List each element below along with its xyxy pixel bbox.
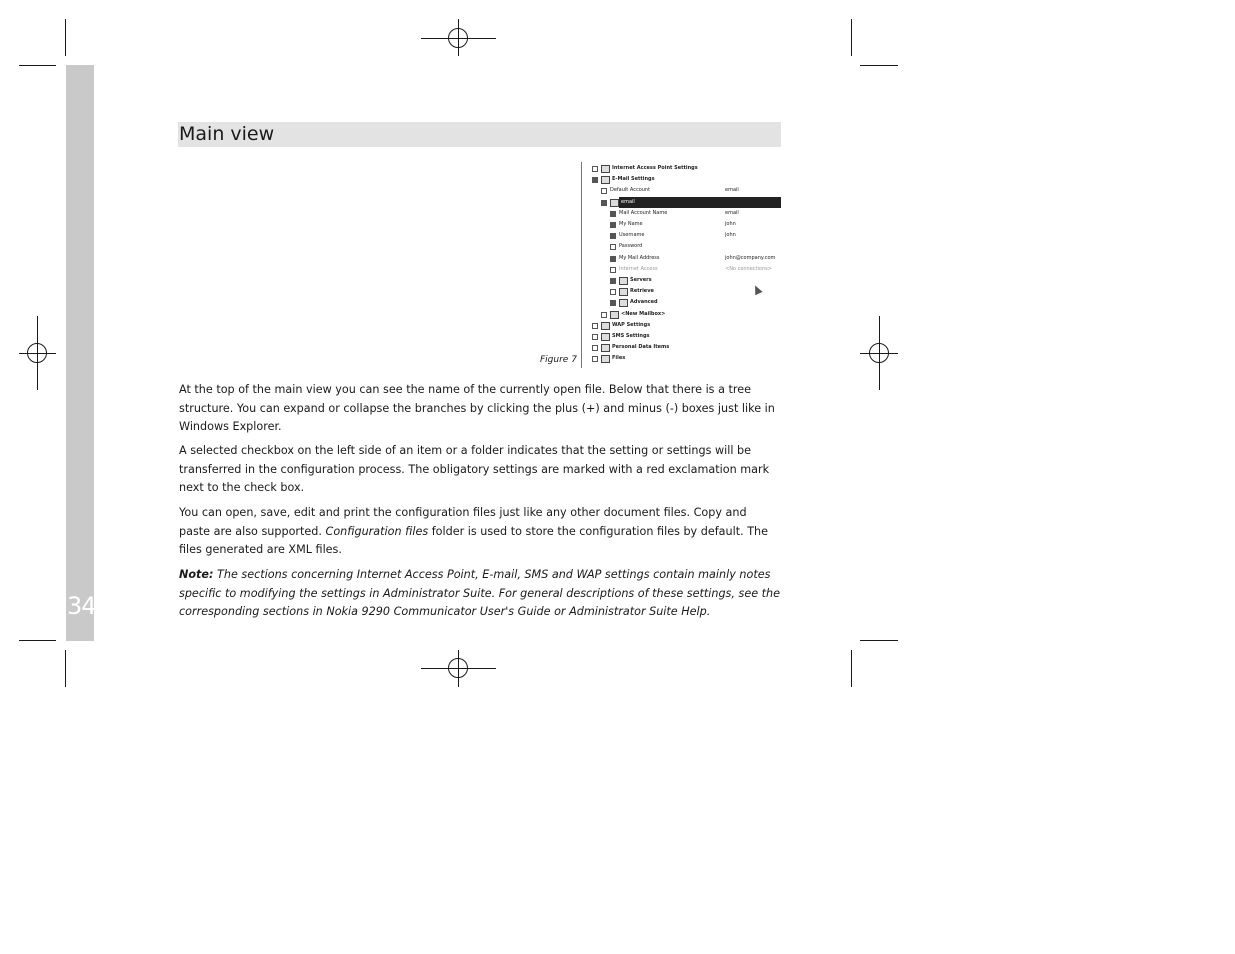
tree-row[interactable] [581, 197, 781, 208]
crop-mark-br-v [851, 650, 852, 687]
tree-item-label: Personal Data Items [612, 344, 670, 351]
tree-row[interactable] [581, 297, 781, 308]
note-label: Note: [179, 568, 214, 581]
folder-icon [610, 199, 619, 207]
tree-row[interactable] [581, 353, 781, 364]
folder-icon [619, 288, 628, 296]
tree-checkbox[interactable] [610, 267, 616, 273]
tree-item-label: Default Account [610, 187, 651, 194]
tree-row[interactable] [581, 163, 781, 174]
tree-item-label: SMS Settings [612, 333, 650, 339]
tree-checkbox[interactable] [601, 200, 607, 206]
folder-icon [601, 322, 610, 330]
tree-row[interactable] [581, 174, 781, 185]
crop-mark-bl-v [65, 650, 66, 687]
note-text: The sections concerning Internet Access Point, E-mail, SMS and WAP settings contain mainly notes specific to modifying the settings in Administrator Suite. For general descriptions of these settings, see the corresponding sections in Nokia 9290 Communicator User's Guide or Administrator Suite Help. [179, 568, 781, 618]
tree-item-label: WAP Settings [612, 321, 651, 328]
tree-row[interactable] [581, 241, 781, 252]
tree-checkbox[interactable] [610, 278, 616, 284]
tree-item-label: E-Mail Settings [612, 176, 655, 183]
folder-icon [601, 333, 610, 341]
crop-mark-bl-h [19, 640, 56, 641]
tree-checkbox[interactable] [592, 166, 598, 172]
folder-icon [601, 344, 610, 352]
tree-checkbox[interactable] [610, 300, 616, 306]
folder-icon [619, 277, 628, 285]
tree-checkbox[interactable] [610, 244, 616, 250]
tree-checkbox[interactable] [610, 256, 616, 262]
note-paragraph [179, 566, 781, 622]
tree-checkbox[interactable] [610, 233, 616, 239]
tree-item-label: Username [619, 232, 645, 239]
tree-item-value: john [725, 221, 736, 227]
tree-row[interactable] [581, 264, 781, 275]
tree-item-label: My Name [619, 221, 643, 227]
paragraph-3 [179, 504, 781, 560]
tree-view-figure [581, 162, 781, 368]
tree-row[interactable] [581, 275, 781, 286]
tree-item-label: Mail Account Name [619, 209, 668, 216]
folder-icon [619, 299, 628, 307]
tree-checkbox[interactable] [592, 356, 598, 362]
tree-item-value: john@company.com [725, 254, 776, 261]
tree-item-label: <New Mailbox> [621, 310, 666, 317]
tree-checkbox[interactable] [610, 289, 616, 295]
figure-caption: Figure 7 [540, 355, 577, 365]
tree-item-label: Internet Access [619, 265, 658, 272]
crop-mark-tl-h [19, 65, 56, 66]
tree-row[interactable] [581, 331, 781, 342]
folder-icon [601, 165, 610, 173]
selection-highlight [619, 197, 781, 208]
tree-checkbox[interactable] [592, 177, 598, 183]
tree-row[interactable] [581, 230, 781, 241]
tree-item-label: Advanced [630, 299, 658, 306]
tree-item-value: email [725, 209, 739, 216]
tree-item-label: Files [612, 355, 626, 362]
tree-row[interactable] [581, 208, 781, 219]
tree-item-label: email [621, 198, 635, 205]
page-number: 34 [67, 592, 96, 620]
folder-icon [601, 176, 610, 184]
tree-item-value: john [725, 232, 736, 239]
paragraph-3-text-a: You can open, save, edit and print the configuration files just like any other document files. Copy and paste are also supported. [179, 506, 747, 538]
tree-checkbox[interactable] [592, 323, 598, 329]
tree-checkbox[interactable] [592, 345, 598, 351]
tree-item-label: Internet Access Point Settings [612, 165, 698, 171]
tree-checkbox[interactable] [592, 334, 598, 340]
folder-icon [601, 355, 610, 363]
tree-item-label: My Mail Address [619, 254, 660, 261]
folder-icon [610, 311, 619, 319]
tree-row[interactable] [581, 286, 781, 297]
tree-item-label: Servers [630, 277, 652, 283]
paragraph-2: A selected checkbox on the left side of an item or a folder indicates that the setting or settings will be transferred in the configuration process. The obligatory settings are marked with a red exclamation mark next to the check box. [179, 444, 770, 494]
tree-row[interactable] [581, 320, 781, 331]
tree-item-label: Password [619, 243, 643, 250]
tree-row[interactable] [581, 219, 781, 230]
crop-mark-tr-h [860, 65, 898, 66]
paragraph-3-text-b: folder is used to store the configuration files by default. The files generated are XML files. [179, 524, 769, 556]
tree-row[interactable] [581, 253, 781, 264]
tree-row[interactable] [581, 342, 781, 353]
paragraph-1: At the top of the main view you can see the name of the currently open file. Below that there is a tree structure. You can expand or collapse the branches by clicking the plus (+) and minus (-) boxes just like in Windows Explorer. [179, 383, 775, 433]
tree-row[interactable] [581, 309, 781, 320]
tree-item-value: email [725, 187, 739, 194]
tree-checkbox[interactable] [610, 222, 616, 228]
crop-mark-tl-v [65, 19, 66, 56]
tree-checkbox[interactable] [601, 188, 607, 194]
configuration-files-term: Configuration files [325, 524, 429, 538]
crop-mark-br-h [860, 640, 898, 641]
section-title: Main view [179, 123, 275, 145]
tree-checkbox[interactable] [610, 211, 616, 217]
crop-mark-tr-v [851, 19, 852, 56]
tree-row[interactable] [581, 185, 781, 196]
tree-item-value: <No connections> [725, 265, 772, 272]
tree-item-label: Retrieve [630, 288, 654, 295]
tree-checkbox[interactable] [601, 312, 607, 318]
side-band [66, 65, 94, 641]
